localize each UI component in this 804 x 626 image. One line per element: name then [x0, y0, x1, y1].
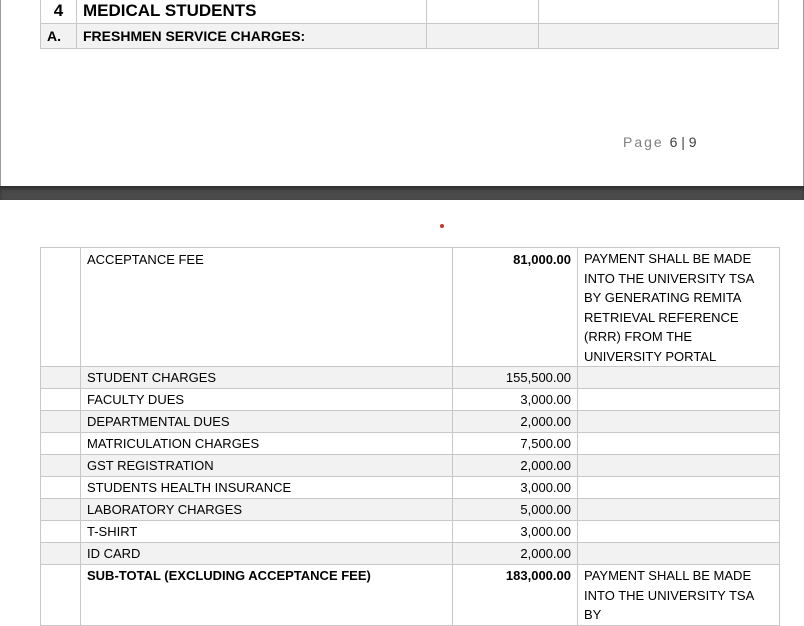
page-word: Page — [623, 134, 664, 150]
document-page-7 — [0, 200, 804, 622]
fee-item: STUDENTS HEALTH INSURANCE — [81, 477, 453, 499]
fee-row — [41, 389, 780, 411]
red-dot-mark — [440, 224, 444, 228]
section-header-table — [40, 0, 779, 49]
fee-amount: 3,000.00 — [453, 389, 578, 411]
subsection-title: FRESHMEN SERVICE CHARGES: — [77, 24, 427, 49]
document-page-6 — [0, 0, 804, 186]
fee-row — [41, 521, 780, 543]
fee-amount: 2,000.00 — [453, 411, 578, 433]
fee-row — [41, 248, 780, 367]
fee-row — [41, 565, 780, 626]
fee-item: MATRICULATION CHARGES — [81, 433, 453, 455]
fee-row — [41, 543, 780, 565]
fee-row — [41, 499, 780, 521]
fee-item: T-SHIRT — [81, 521, 453, 543]
fee-amount: 7,500.00 — [453, 433, 578, 455]
fee-amount: 3,000.00 — [453, 521, 578, 543]
fee-item: ACCEPTANCE FEE — [81, 248, 453, 367]
subsection-row — [41, 24, 779, 49]
fee-amount: 81,000.00 — [453, 248, 578, 367]
fee-item: ID CARD — [81, 543, 453, 565]
fee-note: PAYMENT SHALL BE MADE INTO THE UNIVERSITY TSA BY — [578, 565, 780, 626]
fee-row — [41, 477, 780, 499]
section-number: 4 — [41, 0, 77, 24]
fee-amount: 3,000.00 — [453, 477, 578, 499]
section-title-row — [41, 0, 779, 24]
page-number-value: 6 | 9 — [669, 134, 697, 150]
subsection-letter: A. — [41, 24, 77, 49]
fee-row — [41, 367, 780, 389]
section-title: MEDICAL STUDENTS — [77, 0, 427, 24]
page-gap — [0, 186, 804, 200]
fee-item: FACULTY DUES — [81, 389, 453, 411]
fee-item: SUB-TOTAL (EXCLUDING ACCEPTANCE FEE) — [81, 565, 453, 626]
fee-amount: 155,500.00 — [453, 367, 578, 389]
fee-row — [41, 455, 780, 477]
fee-item: STUDENT CHARGES — [81, 367, 453, 389]
fee-item: LABORATORY CHARGES — [81, 499, 453, 521]
fee-row — [41, 433, 780, 455]
fee-item: DEPARTMENTAL DUES — [81, 411, 453, 433]
fee-amount: 5,000.00 — [453, 499, 578, 521]
fees-table — [40, 247, 780, 626]
fee-amount: 183,000.00 — [453, 565, 578, 626]
fee-amount: 2,000.00 — [453, 455, 578, 477]
fee-item: GST REGISTRATION — [81, 455, 453, 477]
page-border-left — [0, 0, 1, 186]
fee-row — [41, 411, 780, 433]
fee-amount: 2,000.00 — [453, 543, 578, 565]
fee-note: PAYMENT SHALL BE MADE INTO THE UNIVERSITY TSA BY GENERATING REMITA RETRIEVAL REFERENCE (RRR) FROM THE UNIVERSITY PORTAL — [578, 248, 780, 367]
page-number — [623, 134, 697, 150]
